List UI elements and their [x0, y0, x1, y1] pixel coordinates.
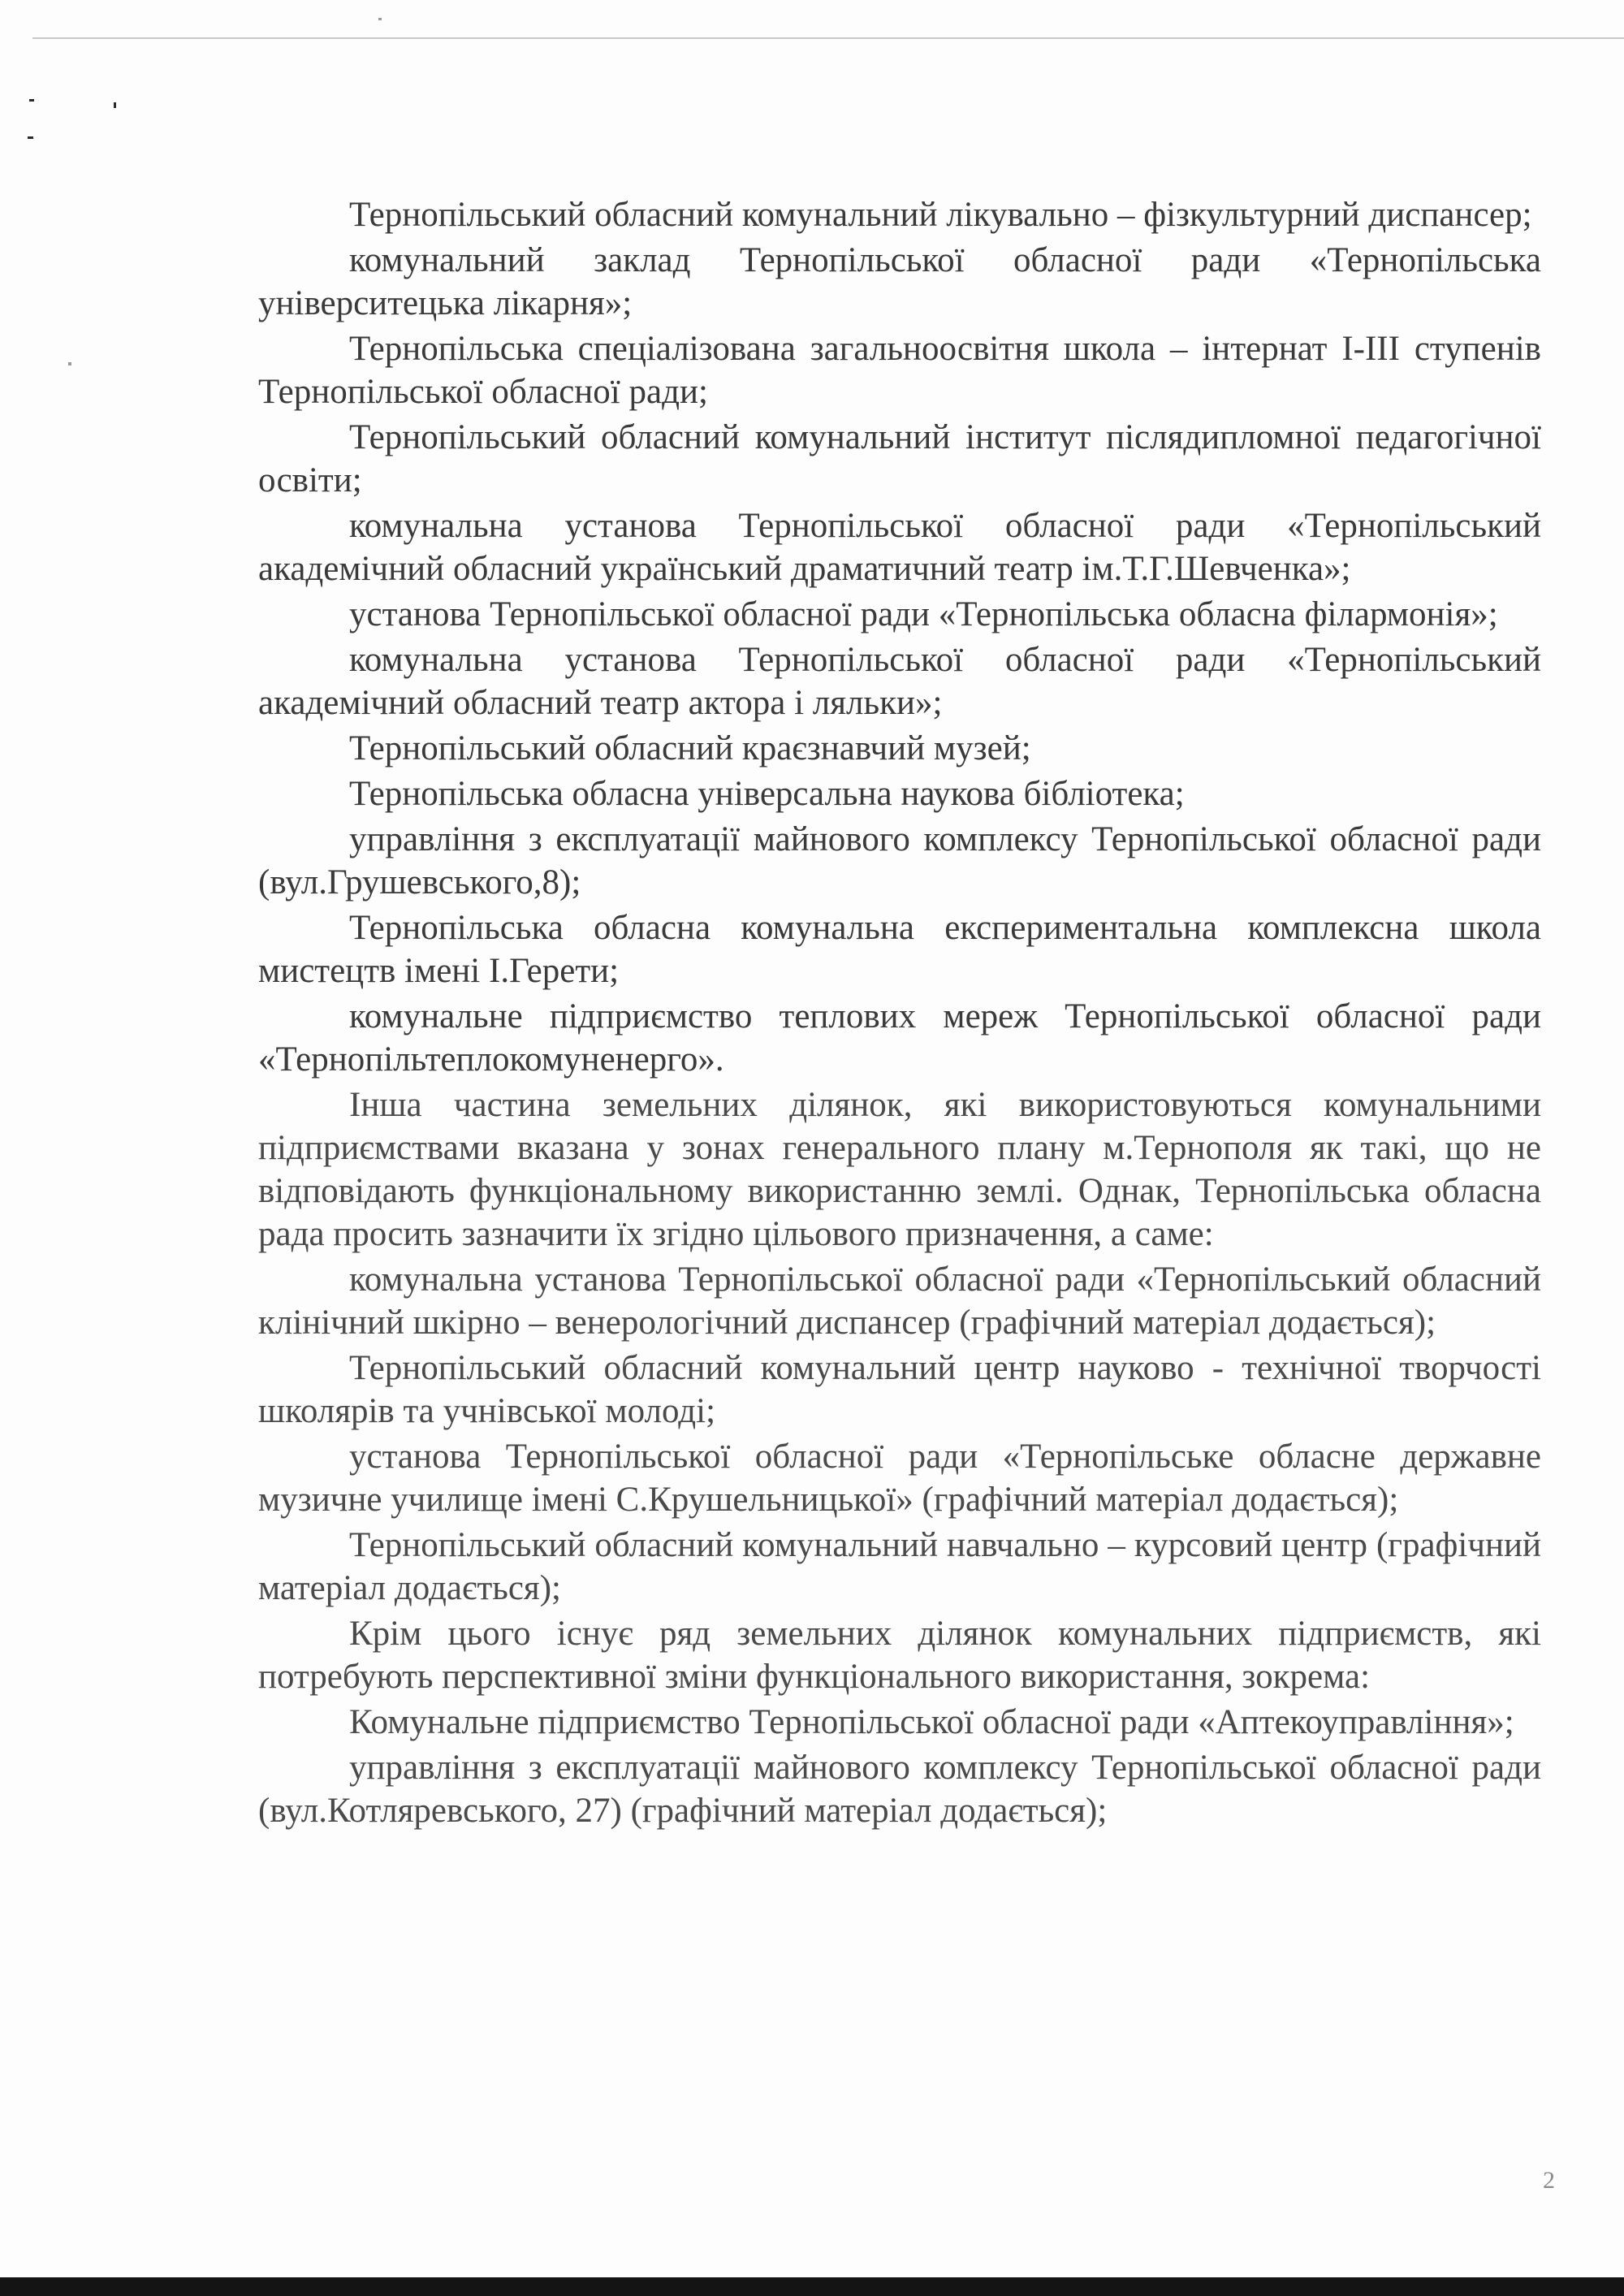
paragraph: комунальна установа Тернопільської обласної ради «Тернопільський обласний клінічний шкірно – венерологічний диспансер (графічний матеріал додається);	[258, 1260, 1541, 1342]
scan-edge-line	[32, 37, 1624, 39]
paragraph: комунальне підприємство теплових мереж Тернопільської обласної ради «Тернопільтеплокомуненерго».	[258, 997, 1541, 1079]
scan-speck	[68, 362, 71, 365]
scan-speck	[378, 18, 382, 20]
paragraph: комунальний заклад Тернопільської обласної ради «Тернопільська університецька лікарня»;	[258, 241, 1541, 322]
paragraph: Тернопільський обласний краєзнавчий музей;	[349, 729, 1031, 767]
paragraph: комунальна установа Тернопільської обласної ради «Тернопільський академічний обласний український драматичний театр ім.Т.Г.Шевченка»;	[258, 507, 1541, 588]
paragraph: Тернопільський обласний комунальний центр науково - технічної творчості школярів та учнівської молоді;	[258, 1349, 1541, 1430]
paragraph: Інша частина земельних ділянок, які використовуються комунальними підприємствами вказана у зонах генерального плану м.Тернополя як такі, що не відповідають функціональному використанню землі. Однак, Тернопільська обласна рада просить зазначити їх згідно цільового призначення, а саме:	[258, 1086, 1541, 1253]
paragraph: Тернопільська обласна комунальна експериментальна комплексна школа мистецтв імені І.Герети;	[258, 909, 1541, 990]
paragraph: Тернопільський обласний комунальний інститут післядипломної педагогічної освіти;	[258, 418, 1541, 499]
paragraph: Тернопільський обласний комунальний навчально – курсовий центр (графічний матеріал додається);	[258, 1526, 1541, 1607]
scan-speck	[29, 99, 34, 102]
paragraph: Тернопільська спеціалізована загальноосвітня школа – інтернат І-ІІІ ступенів Тернопільської обласної ради;	[258, 330, 1541, 411]
paragraph: установа Тернопільської обласної ради «Тернопільське обласне державне музичне училище імені С.Крушельницької» (графічний матеріал додається);	[258, 1438, 1541, 1519]
paragraph: установа Тернопільської обласної ради «Тернопільська обласна філармонія»;	[349, 595, 1498, 633]
scan-speck	[28, 136, 33, 139]
paragraph: комунальна установа Тернопільської обласної ради «Тернопільський академічний обласний театр актора і ляльки»;	[258, 641, 1541, 722]
paragraph: Комунальне підприємство Тернопільської обласної ради «Аптекоуправління»;	[349, 1703, 1514, 1741]
paragraph: Тернопільська обласна універсальна наукова бібліотека;	[349, 775, 1185, 813]
scan-speck	[114, 102, 116, 108]
scan-bottom-edge	[0, 2277, 1624, 2296]
page-number: 2	[1543, 2167, 1555, 2194]
paragraph: управління з експлуатації майнового комплексу Тернопільської обласної ради (вул.Котляревського, 27) (графічний матеріал додається);	[258, 1749, 1541, 1830]
paragraph: управління з експлуатації майнового комплексу Тернопільської обласної ради (вул.Грушевського,8);	[258, 820, 1541, 902]
paragraph: Тернопільський обласний комунальний лікувально – фізкультурний диспансер;	[349, 196, 1532, 234]
paragraph: Крім цього існує ряд земельних ділянок комунальних підприємств, які потребують перспективної зміни функціонального використання, зокрема:	[258, 1615, 1541, 1696]
document-body	[258, 193, 1541, 1835]
